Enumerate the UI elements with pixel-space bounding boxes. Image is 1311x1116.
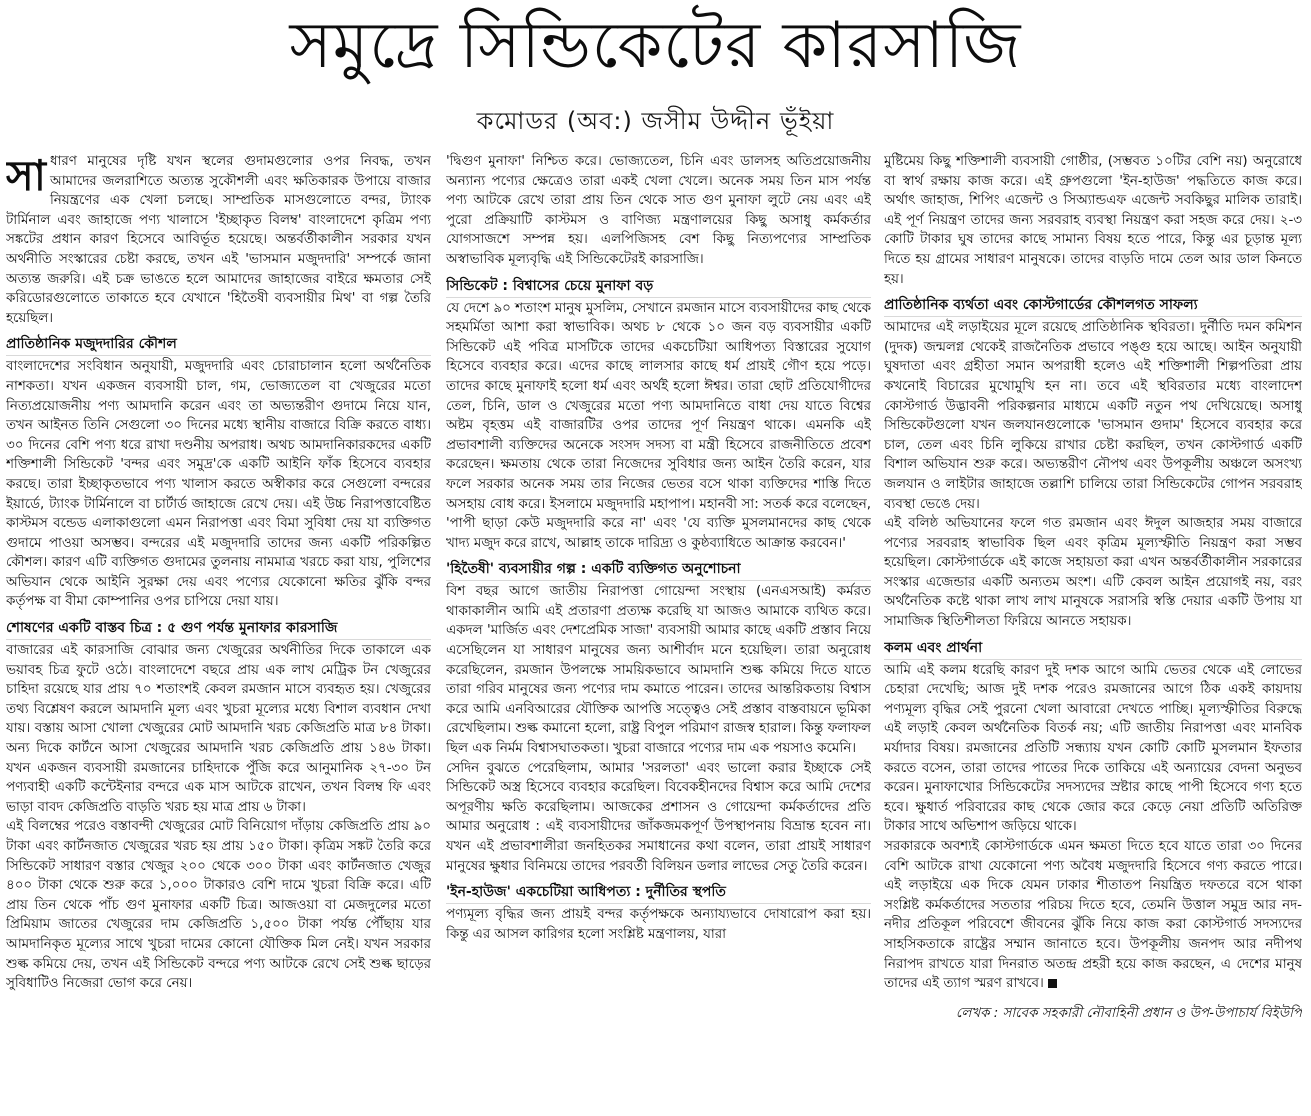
article-body (6, 152, 1302, 1112)
paragraph: এই বলিষ্ঠ অভিযানের ফলে গত রমজান এবং ঈদুল আজহার সময় বাজারে পণ্যের সরবরাহ স্বাভাবিক ছিল এবং কৃত্রিম মূল্যস্ফীতি নিয়ন্ত্রণ করা সম্ভব হয়েছিল। কোস্টগার্ডকে এই কাজে সহায়তা করা এখন অন্তর্বর্তীকালীন সরকারের সংস্কার এজেন্ডার একটি অন্যতম অংশ। এটি কেবল আইন প্রয়োগই নয়, বরং অর্থনৈতিক কষ্টে থাকা লাখ লাখ মানুষকে সরাসরি স্বস্তি দেয়ার একটি উপায় যা সামাজিক স্থিতিশীলতা ফিরিয়ে আনতে সহায়ক। (884, 516, 1302, 630)
paragraph: পণ্যমূল্য বৃদ্ধির জন্য প্রায়ই বন্দর কর্তৃপক্ষকে অন্যায্যভাবে দোষারোপ করা হয়। কিন্তু এর আসল কারিগর হলো সংশ্লিষ্ট মন্ত্রণালয়, যারা (446, 907, 871, 942)
paragraph: এই বিলম্বের পরেও বস্তাবন্দী খেজুরের মোট বিনিয়োগ দাঁড়ায় কেজিপ্রতি প্রায় ৯০ টাকা এবং কার্টনজাত খেজুরের খরচ হয় প্রায় ১৫০ টাকা। কৃত্রিম সঙ্কট তৈরি করে সিন্ডিকেট সাধারণ বস্তার খেজুর ২০০ থেকে ৩০০ টাকা এবং কার্টনজাত খেজুর ৪০০ টাকা থেকে শুরু করে ১,০০০ টাকারও বেশি দামে খুচরা বিক্রি করে। এটি প্রায় তিন থেকে পাঁচ গুণ মুনাফার একটি চিত্র। আজওয়া বা মেজদুলের মতো প্রিমিয়াম জাতের খেজুরের দাম কেজিপ্রতি ১,৫০০ টাকা পর্যন্ত পৌঁছায় যার আমদানিকৃত মূল্যের সাথে খুচরা দামের কোনো যৌক্তিক মিল নেই। যখন সরকার শুল্ক কমিয়ে দেয়, তখন এই সিন্ডিকেট বন্দরে পণ্য আটকে রেখে সেই শুল্ক ছাড়ের সুবিধাটিও নিজেরা ভোগ করে নেয়। (6, 819, 431, 992)
paragraph: সেদিন বুঝতে পেরেছিলাম, আমার 'সরলতা' এবং ভালো করার ইচ্ছাকে সেই সিন্ডিকেট অস্ত্র হিসেবে ব্যবহার করেছিল। বিবেকহীনদের বিশ্বাস করে আমি দেশের অপূরণীয় ক্ষতি করেছিলাম। আজকের প্রশাসন ও গোয়েন্দা কর্মকর্তাদের প্রতি আমার অনুরোধ : এই ব্যবসায়ীদের জাঁকজমকপূর্ণ উপস্থাপনায় বিভ্রান্ত হবেন না। যখন এই প্রভাবশালীরা জনহিতকর সমাধানের কথা বলেন, তারা প্রায়ই সাধারণ মানুষের ক্ষুধার বিনিময়ে তাদের পরবর্তী বিলিয়ন ডলার লাভের সেতু তৈরি করেন। (446, 760, 871, 874)
paragraph: 'দ্বিগুণ মুনাফা' নিশ্চিত করে। ভোজ্যতেল, চিনি এবং ডালসহ অতিপ্রয়োজনীয় অন্যান্য পণ্যের ক্ষেত্রেও তারা একই খেলা খেলে। অনেক সময় তিন মাস পর্যন্ত পণ্য আটকে রেখে তারা প্রায় তিন থেকে সাত গুণ মুনাফা লুটে নেয় এবং এই পুরো প্রক্রিয়াটি কাস্টমস ও বাণিজ্য মন্ত্রণালয়ের কিছু অসাধু কর্মকর্তার যোগসাজশে সম্পন্ন হয়। এলপিজিসহ বেশ কিছু নিত্যপণ্যের সাম্প্রতিক অস্বাভাবিক মূল্যবৃদ্ধি এই সিন্ডিকেটেরই কারসাজি। (446, 154, 871, 267)
paragraph-text: সরকারকে অবশ্যই কোস্টগার্ডকে এমন ক্ষমতা দিতে হবে যাতে তারা ৩০ দিনের বেশি আটকে রাখা যেকোনো পণ্য অবৈধ মজুদদারি হিসেবে গণ্য করতে পারে। এই লড়াইয়ে এক দিকে যেমন ঢাকার শীতাতপ নিয়ন্ত্রিত দফতরে বসে থাকা সংশ্লিষ্ট কর্মকর্তাদের সততার পরিচয় দিতে হবে, তেমনি উত্তাল সমুদ্র আর নদ-নদীর প্রতিকূল পরিবেশে জীবনের ঝুঁকি নিয়ে কাজ করা কোস্টগার্ড সদস্যদের সাহসিকতাকে রাষ্ট্রের সম্মান জানাতে হবে। উপকূলীয় জনপদ আর নদীপথ নিরাপদ রাখতে যারা দিনরাত অতন্দ্র প্রহরী হয়ে কাজ করছেন, এ দেশের মানুষ তাদের এই ত্যাগ স্মরণ রাখবে। (884, 839, 1302, 992)
headline: সমুদ্রে সিন্ডিকেটের কারসাজি (289, 9, 1022, 83)
end-mark (1048, 979, 1057, 988)
drop-cap: সা (6, 152, 46, 200)
subheading: 'ইন-হাউজ' একচেটিয়া আধিপত্য : দুর্নীতির স্থপতি (446, 882, 871, 904)
subheading: সিন্ডিকেট : বিশ্বাসের চেয়ে মুনাফা বড় (446, 276, 871, 298)
lead-paragraph (6, 152, 431, 328)
subheading: কলম এবং প্রার্থনা (884, 638, 1302, 660)
author-credit: লেখক : সাবেক সহকারী নৌবাহিনী প্রধান ও উপ-উপাচার্য বিইউপি (955, 1005, 1302, 1021)
paragraph: বাংলাদেশের সংবিধান অনুযায়ী, মজুদদারি এবং চোরাচালান হলো অর্থনৈতিক নাশকতা। যখন একজন ব্যবসায়ী চাল, গম, ভোজ্যতেল বা খেজুরের মতো নিত্যপ্রয়োজনীয় পণ্য আমদানি করেন এবং তা অভ্যন্তরীণ গুদামে নিয়ে যান, তখন আইনত তিনি সেগুলো ৩০ দিনের মধ্যে স্থানীয় বাজারে বিক্রি করতে বাধ্য। ৩০ দিনের বেশি পণ্য ধরে রাখা দণ্ডনীয় অপরাধ। অথচ আমদানিকারকদের একটি শক্তিশালী সিন্ডিকেট 'বন্দর এবং সমুদ্র'কে একটি আইনি ফাঁক হিসেবে ব্যবহার করছে। তারা ইচ্ছাকৃতভাবে পণ্য খালাস করতে অস্বীকার করে সেগুলো বন্দরের ইয়ার্ডে, ট্যাংক টার্মিনালে বা চার্টার্ড জাহাজে রেখে দেয়। এই উচ্চ নিরাপত্তাবেষ্টিত কাস্টমস বন্ডেড এলাকাগুলো এমন নিরাপত্তা এবং বিমা সুবিধা দেয় যা ব্যক্তিগত গুদামে পাওয়া অসম্ভব। বন্দরের এই মজুদদারি তাদের জন্য একটি পরিকল্পিত কৌশল। কারণ এটি ব্যক্তিগত গুদামের তুলনায় নামমাত্র খরচে করা যায়, পুলিশের অভিযান থেকে আইনি সুরক্ষা দেয় এবং পণ্যের যেকোনো ক্ষতির ঝুঁকি বন্দর কর্তৃপক্ষ বা বীমা কোম্পানির ওপর চাপিয়ে দেয়া যায়। (6, 359, 431, 610)
subheading: প্রাতিষ্ঠানিক ব্যর্থতা এবং কোস্টগার্ডের কৌশলগত সাফল্য (884, 295, 1302, 317)
column-3 (884, 152, 1302, 1112)
paragraph-text: ধারণ মানুষের দৃষ্টি যখন স্থলের গুদামগুলোর ওপর নিবদ্ধ, তখন আমাদের জলরাশিতে অত্যন্ত সুকৌশলী এবং ক্ষতিকারক উপায়ে বাজার নিয়ন্ত্রণের এক খেলা চলছে। সাম্প্রতিক মাসগুলোতে বন্দর, ট্যাংক টার্মিনাল এবং জাহাজে পণ্য খালাসে 'ইচ্ছাকৃত বিলম্ব' বাংলাদেশে কৃত্রিম পণ্য সঙ্কটের প্রধান কারণ হিসেবে আবির্ভূত হয়েছে। অন্তর্বর্তীকালীন সরকার যখন অর্থনীতি সংস্কারের চেষ্টা করছে, তখন এই 'ভাসমান মজুদদারি' সম্পর্কে জানা অত্যন্ত জরুরি। এই চক্র ভাঙতে হলে আমাদের জাহাজের বাইরে ক্ষমতার সেই করিডোরগুলোতে তাকাতে হবে যেখানে 'হিতৈষী ব্যবসায়ীর মিথ' বা গল্প তৈরি হয়েছিল। (6, 154, 431, 326)
paragraph: বিশ বছর আগে জাতীয় নিরাপত্তা গোয়েন্দা সংস্থায় (এনএসআই) কর্মরত থাকাকালীন আমি এই প্রতারণা প্রত্যক্ষ করেছি যা আজও আমাকে ব্যথিত করে। একদল 'মার্জিত এবং দেশপ্রেমিক সাজা' ব্যবসায়ী আমার কাছে একটি প্রস্তাব নিয়ে এসেছিলেন যা সাধারণ মানুষের জন্য আশীর্বাদ মনে হয়েছিল। তারা অনুরোধ করেছিলেন, রমজান উপলক্ষে সাময়িকভাবে আমদানি শুল্ক কমিয়ে দিতে যাতে তারা গরিব মানুষের জন্য পণ্যের দাম কমাতে পারেন। তাদের আন্তরিকতায় বিশ্বাস করে আমি এনবিআরের যৌক্তিক আপত্তি সত্ত্বেও সেই প্রস্তাব বাস্তবায়নে ভূমিকা রেখেছিলাম। শুল্ক কমানো হলো, রাষ্ট্র বিপুল পরিমাণ রাজস্ব হারাল। কিন্তু ফলাফল ছিল এক নির্মম বিশ্বাসঘাতকতা। খুচরা বাজারে পণ্যের দাম এক পয়সাও কমেনি। (446, 584, 871, 757)
paragraph: বাজারের এই কারসাজি বোঝার জন্য খেজুরের অর্থনীতির দিকে তাকালে এক ভয়াবহ চিত্র ফুটে ওঠে। বাংলাদেশে বছরে প্রায় এক লাখ মেট্রিক টন খেজুরের চাহিদা রয়েছে যার প্রায় ৭০ শতাংশই কেবল রমজান মাসে ব্যবহৃত হয়। খেজুরের তথ্য বিশ্লেষণ করলে আমদানি মূল্য এবং খুচরা মূল্যের মধ্যে বিশাল ব্যবধান দেখা যায়। বস্তায় আসা খোলা খেজুরের মোট আমদানি খরচ কেজিপ্রতি মাত্র ৮৪ টাকা। অন্য দিকে কার্টনে আসা খেজুরের আমদানি খরচ কেজিপ্রতি প্রায় ১৪৬ টাকা। যখন একজন ব্যবসায়ী রমজানের চাহিদাকে পুঁজি করে আনুমানিক ২৭-৩০ টন পণ্যবাহী একটি কন্টেইনার বন্দরে এক মাস আটকে রাখেন, তখন বিলম্ব ফি এবং ভাড়া বাবদ কেজিপ্রতি বাড়তি খরচ হয় মাত্র প্রায় ৬ টাকা। (6, 643, 431, 815)
column-2 (446, 152, 871, 1112)
paragraph: মুষ্টিমেয় কিছু শক্তিশালী ব্যবসায়ী গোষ্ঠীর, (সম্ভবত ১০টির বেশি নয়) অনুরোধে বা স্বার্থ রক্ষায় কাজ করে। এই গ্রুপগুলো 'ইন-হাউজ' পদ্ধতিতে কাজ করে। অর্থাৎ জাহাজ, শিপিং এজেন্ট ও সিঅ্যান্ডএফ এজেন্ট সবকিছুর মালিক তারাই। এই পূর্ণ নিয়ন্ত্রণ তাদের জন্য সরবরাহ ব্যবস্থা নিয়ন্ত্রণ করা সহজ করে দেয়। ২-৩ কোটি টাকার ঘুষ তাদের কাছে সামান্য বিষয় হতে পারে, কিন্তু এর চূড়ান্ত মূল্য দিতে হয় গ্রামের সাধারণ মানুষকে। তাদের বাড়তি দামে তেল আর ডাল কিনতে হয়। (884, 154, 1302, 287)
byline: কমোডর (অব:) জসীম উদ্দীন ভূঁইয়া (476, 107, 835, 135)
subheading: 'হিতৈষী' ব্যবসায়ীর গল্প : একটি ব্যক্তিগত অনুশোচনা (446, 559, 871, 581)
paragraph: যে দেশে ৯০ শতাংশ মানুষ মুসলিম, সেখানে রমজান মাসে ব্যবসায়ীদের কাছ থেকে সহমর্মিতা আশা করা স্বাভাবিক। অথচ ৮ থেকে ১০ জন বড় ব্যবসায়ীর একটি সিন্ডিকেট এই পবিত্র মাসটিকে তাদের একচেটিয়া আধিপত্য বিস্তারের সুযোগ হিসেবে ব্যবহার করে। এদের কাছে লালসার কাছে ধর্ম প্রায়ই গৌণ হয়ে পড়ে। তাদের কাছে মুনাফাই হলো ধর্ম এবং অর্থই হলো ঈশ্বর। তারা ছোট প্রতিযোগীদের তেল, চিনি, ডাল ও খেজুরের মতো পণ্য আমদানিতে বাধা দেয় যাতে বিশ্বের অষ্টম বৃহত্তম এই বাজারটির ওপর তাদের পূর্ণ নিয়ন্ত্রণ থাকে। এমনকি এই প্রভাবশালী ব্যক্তিদের অনেকে সংসদ সদস্য বা মন্ত্রী হিসেবে রাজনীতিতে প্রবেশ করেছেন। ক্ষমতায় থেকে তারা নিজেদের সুবিধার জন্য আইন তৈরি করেন, যার ফলে সরকার অনেক সময় তার নিজের ভেতর বসে থাকা ব্যক্তিদের শাস্তি দিতে অসহায় বোধ করে। ইসলামে মজুদদারি মহাপাপ। মহানবী সা: সতর্ক করে বলেছেন, 'পাপী ছাড়া কেউ মজুদদারি করে না' এবং 'যে ব্যক্তি মুসলমানদের কাছ থেকে খাদ্য মজুদ করে রাখে, আল্লাহ তাকে দারিদ্র্য ও কুষ্ঠব্যাধিতে আক্রান্ত করবেন।' (446, 300, 871, 551)
paragraph: আমি এই কলম ধরেছি কারণ দুই দশক আগে আমি ভেতর থেকে এই লোভের চেহারা দেখেছি; আজ দুই দশক পরেও রমজানের আগে ঠিক একই কায়দায় পণ্যমূল্য বৃদ্ধির সেই পুরনো খেলা আবারো দেখতে পাচ্ছি। মূল্যস্ফীতির বিরুদ্ধে এই লড়াই কেবল অর্থনৈতিক বিতর্ক নয়; এটি জাতীয় নিরাপত্তা এবং মানবিক মর্যাদার বিষয়। রমজানের প্রতিটি সন্ধ্যায় যখন কোটি কোটি মুসলমান ইফতার করতে বসেন, তারা তাদের পাতের দিকে তাকিয়ে এই অন্যায়ের বেদনা অনুভব করেন। মুনাফাখোর সিন্ডিকেটের সদস্যদের স্রষ্টার কাছে পাপী হিসেবে গণ্য হতে হবে। ক্ষুধার্ত পরিবারের কাছ থেকে জোর করে কেড়ে নেয়া প্রতিটি অতিরিক্ত টাকার সাথে অভিশাপ জড়িয়ে থাকে। (884, 662, 1302, 835)
column-1 (6, 152, 431, 1112)
subheading: শোষণের একটি বাস্তব চিত্র : ৫ গুণ পর্যন্ত মুনাফার কারসাজি (6, 618, 431, 640)
subheading: প্রাতিষ্ঠানিক মজুদদারির কৌশল (6, 334, 431, 356)
closing-paragraph (884, 837, 1302, 994)
paragraph: আমাদের এই লড়াইয়ের মূলে রয়েছে প্রাতিষ্ঠানিক স্থবিরতা। দুর্নীতি দমন কমিশন (দুদক) জন্মলগ্ন থেকেই রাজনৈতিক প্রভাবে পঙ্গু হয়ে আছে। আইন অনুযায়ী ঘুষদাতা এবং গ্রহীতা সমান অপরাধী হলেও এই শক্তিশালী শিল্পপতিরা প্রায় কখনোই বিচারের মুখোমুখি হন না। তবে এই স্থবিরতার মধ্যে বাংলাদেশ কোস্টগার্ড উদ্ভাবনী পরিকল্পনার মাধ্যমে একটি নতুন পথ দেখিয়েছে। অসাধু সিন্ডিকেটগুলো যখন জলযানগুলোকে 'ভাসমান গুদাম' হিসেবে ব্যবহার করে চাল, তেল এবং চিনি লুকিয়ে রাখার চেষ্টা করছিল, তখন কোস্টগার্ড একটি বিশাল অভিযান শুরু করে। অভ্যন্তরীণ নৌপথ এবং উপকূলীয় অঞ্চলে অসংখ্য জলযান ও লাইটার জাহাজে তল্লাশি চালিয়ে তারা সিন্ডিকেটের গোপন সরবরাহ ব্যবস্থা ভেঙে দেয়। (884, 320, 1302, 512)
